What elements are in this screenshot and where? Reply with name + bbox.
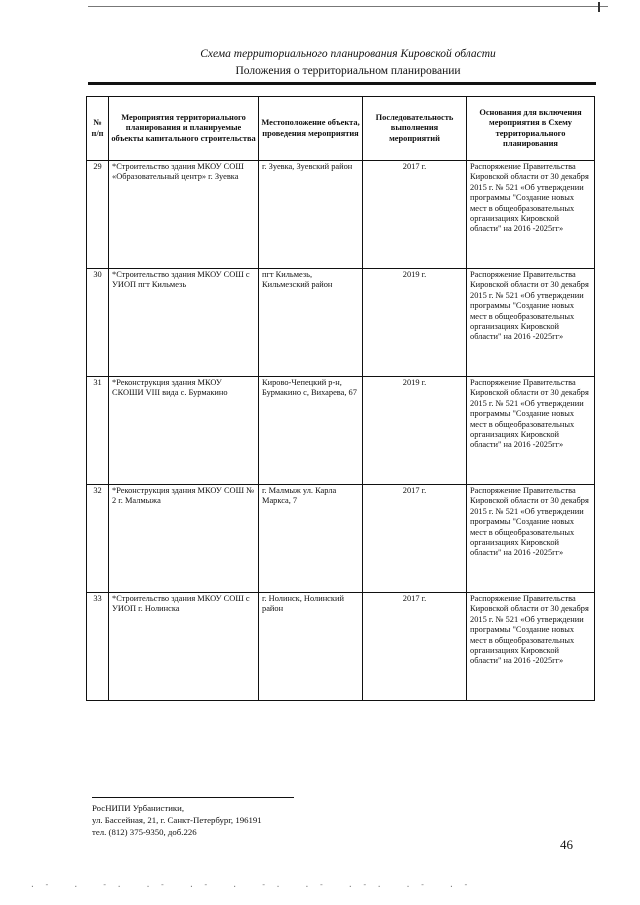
row-basis: Распоряжение Правительства Кировской области от 30 декабря 2015 г. № 521 «Об утверждении программы "Создание новых мест в общеобразовательных организациях Кировской области" на 2016 -2025гг» [467,161,595,269]
table-row [87,161,595,269]
column-header-location: Местоположение объекта, проведения мероприятия [259,97,363,161]
row-number: 33 [87,593,109,701]
row-year: 2017 г. [363,161,467,269]
table-row [87,485,595,593]
row-number: 30 [87,269,109,377]
row-location: Кирово-Чепецкий р-н, Бурмакино с, Вихарева, 67 [259,377,363,485]
row-basis: Распоряжение Правительства Кировской области от 30 декабря 2015 г. № 521 «Об утверждении программы "Создание новых мест в общеобразовательных организациях Кировской области" на 2016 -2025гг» [467,485,595,593]
document-title: Схема территориального планирования Кировской области [200,48,496,60]
measures-table [86,96,595,701]
row-location: пгт Кильмезь, Кильмезский район [259,269,363,377]
column-header-number: № п/п [87,97,109,161]
column-header-basis: Основания для включения мероприятия в Схему территориального планирования [467,97,595,161]
row-year: 2019 г. [363,269,467,377]
org-address: ул. Бассейная, 21, г. Санкт-Петербург, 196191 [92,815,262,825]
row-basis: Распоряжение Правительства Кировской области от 30 декабря 2015 г. № 521 «Об утверждении программы "Создание новых мест в общеобразовательных организациях Кировской области" на 2016 -2025гг» [467,269,595,377]
table-row [87,593,595,701]
column-header-sequence: Последовательность выполнения мероприятий [363,97,467,161]
table-row [87,269,595,377]
row-measure: *Строительство здания МКОУ СОШ «Образовательный центр» г. Зуевка [109,161,259,269]
row-location: г. Зуевка, Зуевский район [259,161,363,269]
column-header-measure: Мероприятия территориального планирования и планируемые объекты капитального строительства [109,97,259,161]
row-measure: *Реконструкция здания МКОУ СКОШИ VIII вида с. Бурмакино [109,377,259,485]
document-subtitle: Положения о территориальном планировании [235,65,461,77]
row-basis: Распоряжение Правительства Кировской области от 30 декабря 2015 г. № 521 «Об утверждении программы "Создание новых мест в общеобразовательных организациях Кировской области" на 2016 -2025гг» [467,593,595,701]
row-basis: Распоряжение Правительства Кировской области от 30 декабря 2015 г. № 521 «Об утверждении программы "Создание новых мест в общеобразовательных организациях Кировской области" на 2016 -2025гг» [467,377,595,485]
header-divider [88,82,596,85]
top-rule [88,6,608,7]
org-phone: тел. (812) 375-9350, доб.226 [92,827,197,837]
footer-organization [92,802,262,838]
table-row [87,377,595,485]
row-location: г. Нолинск, Нолинский район [259,593,363,701]
page-number: 46 [560,837,573,852]
row-measure: *Строительство здания МКОУ СОШ с УИОП пгт Кильмезь [109,269,259,377]
top-tick-mark [598,2,600,12]
row-measure: *Строительство здания МКОУ СОШ с УИОП г. Нолинска [109,593,259,701]
row-location: г. Малмыж ул. Карла Маркса, 7 [259,485,363,593]
footer-rule [92,797,294,798]
row-measure: *Реконструкция здания МКОУ СОШ № 2 г. Малмыжа [109,485,259,593]
row-number: 31 [87,377,109,485]
row-number: 32 [87,485,109,593]
table-header-row [87,97,595,161]
scan-artifacts: . - _ . _ - . _ . - _ . - _ . _ - . _ . - _ . - . _ . - _ . - [30,880,469,888]
row-year: 2019 г. [363,377,467,485]
row-year: 2017 г. [363,485,467,593]
org-name: РосНИПИ Урбанистики, [92,803,185,813]
row-year: 2017 г. [363,593,467,701]
row-number: 29 [87,161,109,269]
